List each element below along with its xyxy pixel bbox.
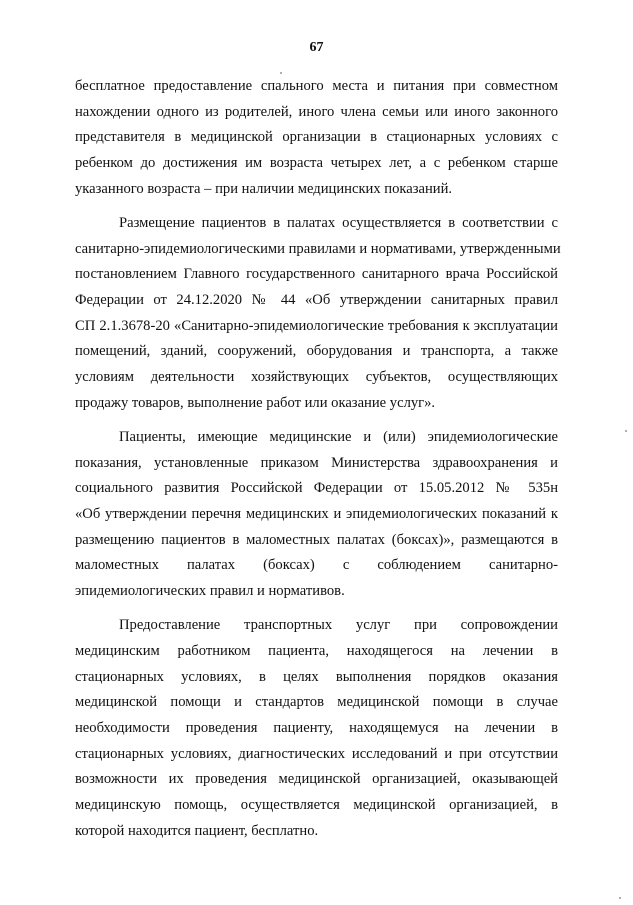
text-line: необходимости проведения пациенту, находящемуся на лечении в [75, 720, 558, 737]
text-line: ребенком до достижения им возраста четырех лет, а с ребенком старше [75, 155, 558, 172]
text-line: постановлением Главного государственного санитарного врача Российской [75, 266, 558, 283]
text-line: маломестных палатах (боксах) с соблюдением санитарно- [75, 557, 558, 574]
text-line: стационарных условиях, в целях выполнения порядков оказания [75, 668, 558, 685]
scan-speck [280, 72, 282, 74]
text-line: продажу товаров, выполнение работ или оказание услуг». [75, 394, 436, 411]
text-line: Размещение пациентов в палатах осуществляется в соответствии с [119, 214, 558, 231]
text-line: Предоставление транспортных услуг при сопровождении [119, 617, 558, 634]
text-line: бесплатное предоставление спального места и питания при совместном [75, 78, 558, 94]
document-body [75, 74, 561, 845]
text-line: медицинской помощи и стандартов медицинской помощи в случае [75, 694, 558, 711]
text-line: санитарно-эпидемиологическими правилами и нормативами, утвержденными [75, 240, 561, 257]
text-line: стационарных условиях, диагностических исследований и при отсутствии [75, 745, 558, 762]
text-line: нахождении одного из родителей, иного члена семьи или иного законного [75, 103, 558, 120]
text-line: представителя в медицинской организации в стационарных условиях с [75, 129, 558, 146]
paragraph [75, 613, 558, 844]
paragraph [75, 425, 558, 605]
text-line: социального развития Российской Федерации от 15.05.2012 № 535н [75, 480, 558, 497]
text-line: медицинским работником пациента, находящегося на лечении в [75, 642, 558, 659]
paragraph [75, 74, 558, 203]
scan-speck [619, 897, 621, 899]
scan-speck [625, 430, 627, 432]
text-line: возможности их проведения медицинской организацией, оказывающей [75, 771, 558, 788]
text-line: указанного возраста – при наличии медицинских показаний. [75, 180, 453, 197]
text-line: помещений, зданий, сооружений, оборудования и транспорта, а также [75, 343, 558, 360]
text-line: Федерации от 24.12.2020 № 44 «Об утверждении санитарных правил [75, 292, 558, 309]
text-line: эпидемиологических правил и нормативов. [75, 583, 345, 600]
text-line: «Об утверждении перечня медицинских и эпидемиологических показаний к [75, 506, 558, 523]
text-line: размещению пациентов в маломестных палатах (боксах)», размещаются в [75, 531, 558, 548]
text-line: Пациенты, имеющие медицинские и (или) эпидемиологические [119, 428, 558, 445]
text-line: которой находится пациент, бесплатно. [75, 822, 319, 839]
paragraph [75, 211, 561, 417]
text-line: показания, установленные приказом Министерства здравоохранения и [75, 454, 558, 471]
text-line: условиям деятельности хозяйствующих субъектов, осуществляющих [75, 369, 558, 386]
text-line: медицинскую помощь, осуществляется медицинской организацией, в [75, 797, 558, 814]
text-line: СП 2.1.3678-20 «Санитарно-эпидемиологические требования к эксплуатации [75, 317, 558, 334]
page-number: 67 [309, 40, 324, 55]
